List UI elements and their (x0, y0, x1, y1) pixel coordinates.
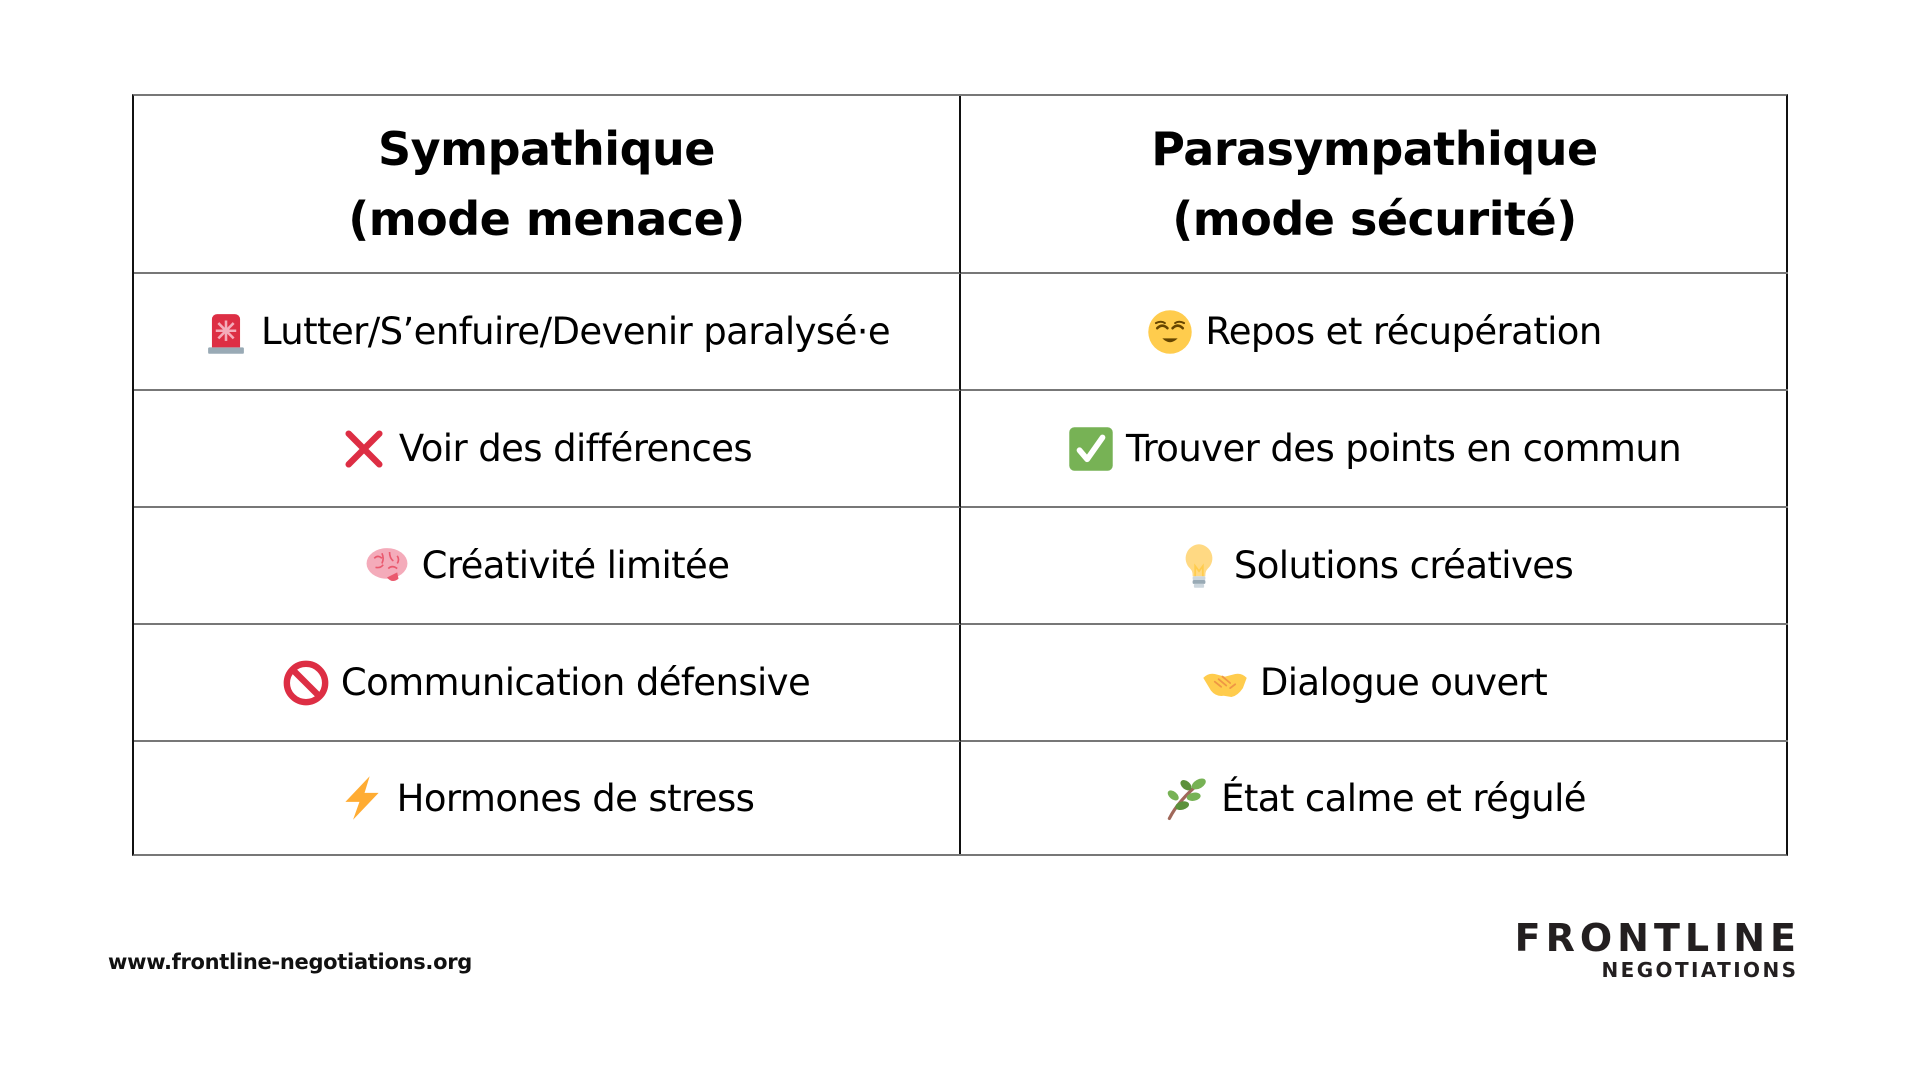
table-cell (961, 274, 1788, 391)
cell-text: Trouver des points en commun (1125, 427, 1682, 470)
logo-line-2: NEGOTIATIONS (1601, 958, 1799, 982)
table-cell (961, 625, 1788, 742)
cross-mark-icon (341, 426, 387, 472)
header-title: Sympathique (378, 122, 715, 176)
handshake-icon (1202, 660, 1248, 706)
table-cell (134, 274, 961, 391)
check-mark-icon (1068, 426, 1114, 472)
light-bulb-icon (1176, 543, 1222, 589)
cell-text: Communication défensive (340, 661, 811, 704)
frontline-negotiations-logo (1514, 916, 1801, 982)
logo-line-1: FRONTLINE (1514, 916, 1801, 960)
cell-text: Repos et récupération (1205, 310, 1602, 353)
comparison-table (132, 94, 1788, 856)
brain-icon (364, 543, 410, 589)
relieved-face-icon (1147, 309, 1193, 355)
header-parasympathique (961, 96, 1788, 274)
herb-icon (1163, 775, 1209, 821)
header-sympathique (134, 96, 961, 274)
cell-text: Créativité limitée (421, 544, 730, 587)
table-cell (134, 625, 961, 742)
table-cell (134, 391, 961, 508)
table-cell (961, 508, 1788, 625)
header-subtitle: (mode sécurité) (1172, 192, 1577, 246)
header-title: Parasympathique (1151, 122, 1598, 176)
cell-text: Solutions créatives (1233, 544, 1574, 587)
cell-text: Voir des différences (398, 427, 753, 470)
cell-text: État calme et régulé (1221, 776, 1586, 820)
table-cell (134, 742, 961, 854)
cell-text: Dialogue ouvert (1259, 661, 1548, 704)
table-cell (961, 742, 1788, 854)
website-url: www.frontline-negotiations.org (108, 950, 473, 974)
table-cell (134, 508, 961, 625)
cell-text: Lutter/S’enfuire/Devenir paralysé·e (260, 310, 891, 353)
prohibited-icon (283, 660, 329, 706)
cell-text: Hormones de stress (396, 776, 755, 820)
police-light-icon (203, 309, 249, 355)
header-subtitle: (mode menace) (348, 192, 745, 246)
lightning-icon (339, 775, 385, 821)
table-cell (961, 391, 1788, 508)
